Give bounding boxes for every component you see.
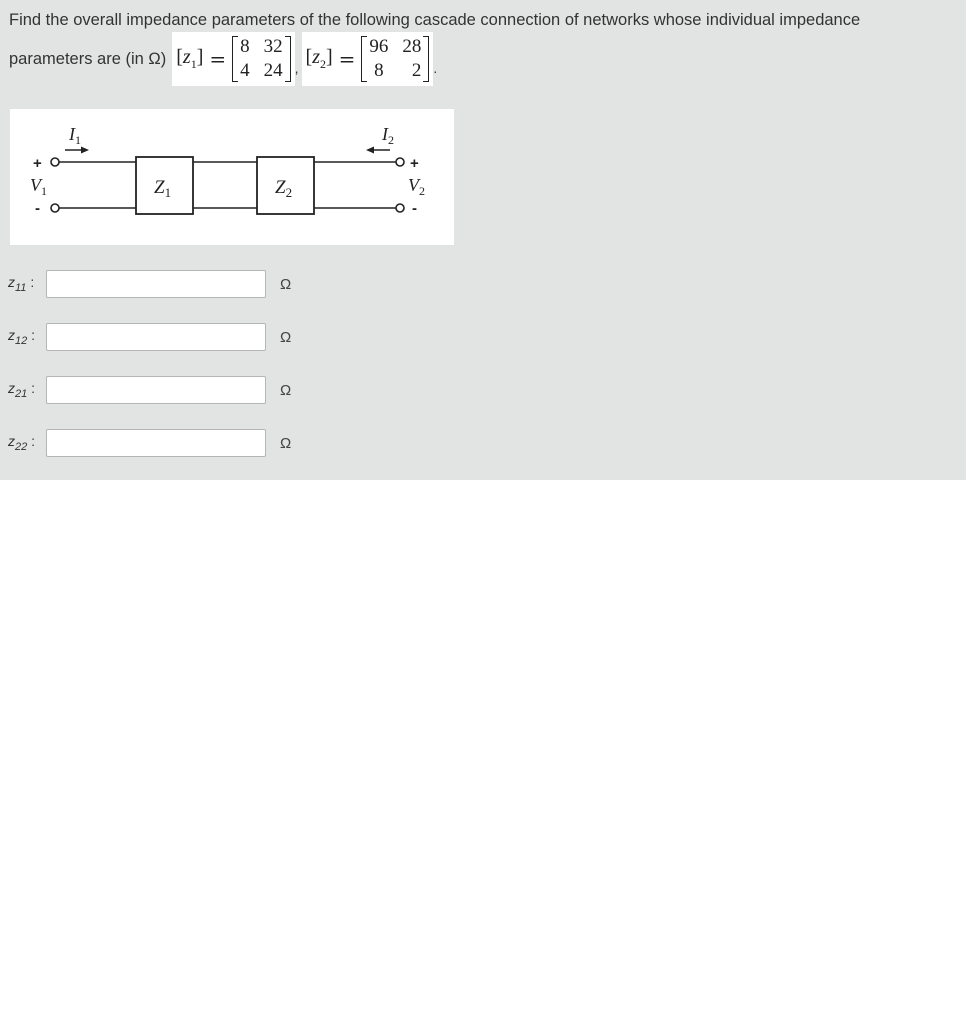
z1-matrix	[232, 36, 291, 82]
z1-matrix-cell: 4	[240, 60, 250, 81]
z2-matrix-cell: 96	[369, 36, 389, 57]
v2-minus-sign: -	[412, 200, 417, 217]
v1-minus-sign: -	[35, 200, 40, 217]
z11-input[interactable]	[46, 270, 266, 298]
z1-matrix-cell: 24	[263, 60, 283, 81]
z2-matrix-cell: 28	[402, 36, 422, 57]
answer-row-z21	[8, 375, 291, 405]
answer-row-z11	[8, 269, 291, 299]
i1-label: $I_1$	[69, 124, 81, 147]
z2-matrix-cell: 8	[374, 60, 384, 81]
z1-matrix-equation	[172, 32, 294, 86]
circuit-svg	[10, 109, 454, 245]
terminator: .	[433, 60, 438, 76]
i2-label: $I_2$	[382, 124, 394, 147]
z12-label: $z_{12}$ :	[8, 327, 36, 347]
equals-sign: =	[209, 47, 227, 71]
z2-matrix-equation	[302, 32, 434, 86]
question-panel	[0, 0, 966, 480]
z21-label: $z_{21}$ :	[8, 380, 36, 400]
z12-unit: Ω	[280, 328, 292, 346]
z22-unit: Ω	[280, 434, 292, 452]
terminal-v2-plus	[396, 158, 404, 166]
z12-input[interactable]	[46, 323, 266, 351]
z1-box-label: $Z_1$	[154, 177, 172, 200]
i1-arrowhead	[81, 147, 89, 154]
v2-plus-sign: +	[410, 155, 419, 172]
z21-unit: Ω	[280, 381, 292, 399]
question-prefix: parameters are (in Ω)	[9, 49, 167, 68]
z2-matrix-cell: 2	[411, 60, 422, 81]
question-text-line2	[9, 32, 437, 86]
cascade-circuit-diagram	[10, 109, 454, 245]
z2-symbol: $[z_2]$	[305, 46, 333, 71]
v1-label: $V_1$	[30, 175, 47, 198]
z2-box-label: $Z_2$	[275, 177, 293, 200]
z22-label: $z_{22}$ :	[8, 433, 36, 453]
answer-row-z12	[8, 322, 291, 352]
answer-row-z22	[8, 428, 291, 458]
z1-matrix-cell: 8	[240, 36, 250, 57]
z1-symbol: $[z_1]$	[176, 46, 204, 71]
terminal-v1-minus	[51, 204, 59, 212]
z21-input[interactable]	[46, 376, 266, 404]
z11-label: $z_{11}$ :	[8, 274, 35, 294]
separator: ,	[294, 60, 299, 76]
terminal-v1-plus	[51, 158, 59, 166]
question-text: Find the overall impedance parameters of the following cascade connection of networks whose individual impedance	[9, 11, 861, 29]
v1-plus-sign: +	[33, 155, 42, 172]
v2-label: $V_2$	[408, 175, 425, 198]
z22-input[interactable]	[46, 429, 266, 457]
i2-arrowhead	[366, 147, 374, 154]
z11-unit: Ω	[280, 275, 292, 293]
z2-matrix	[361, 36, 429, 82]
terminal-v2-minus	[396, 204, 404, 212]
z1-matrix-cell: 32	[263, 36, 283, 57]
equals-sign: =	[338, 47, 356, 71]
